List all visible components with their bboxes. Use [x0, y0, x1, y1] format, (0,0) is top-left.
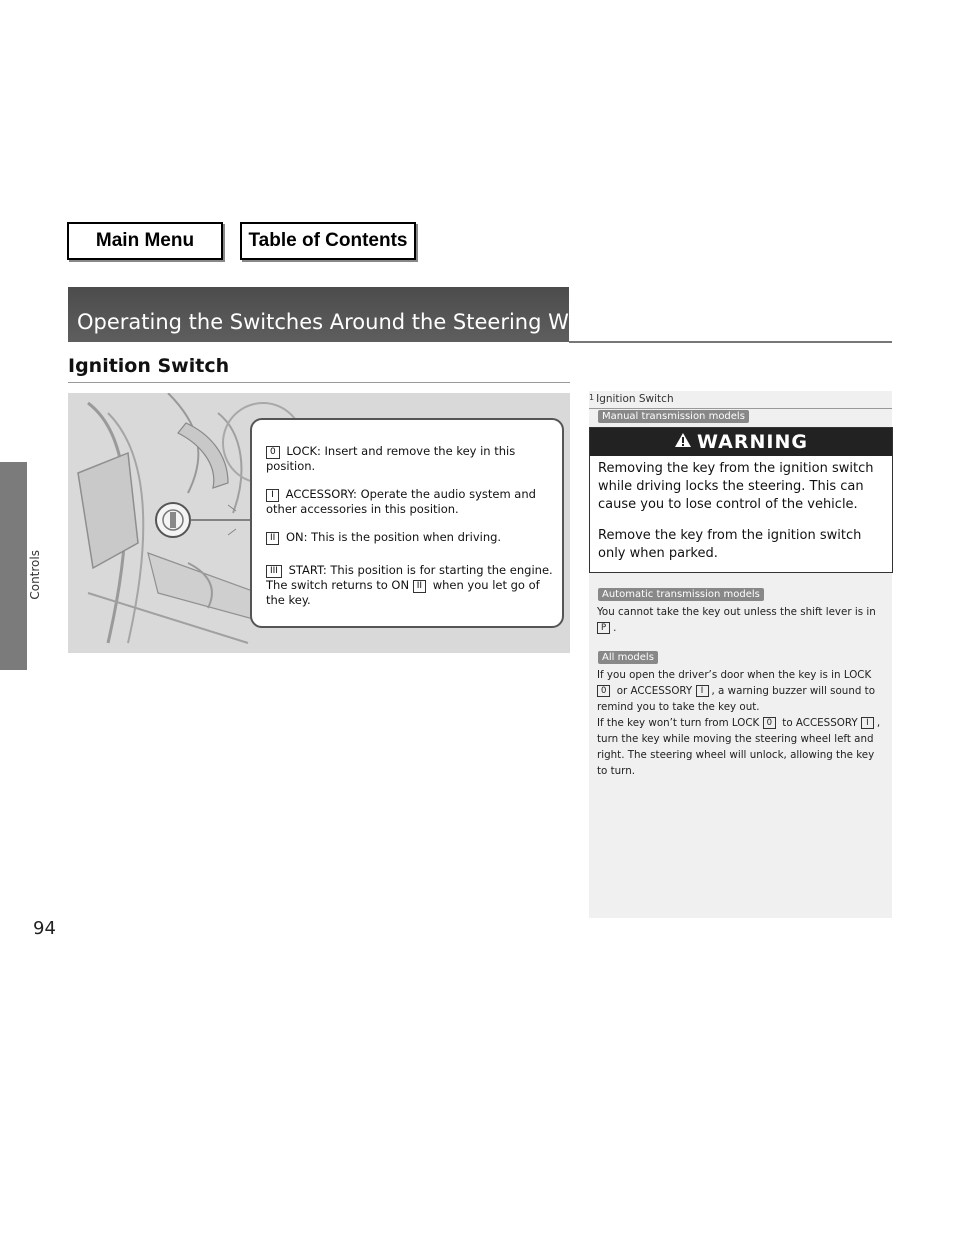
- lock-key-icon-sidebar-2: 0: [763, 717, 776, 729]
- section-rule: [569, 341, 892, 343]
- heading-rule: [68, 382, 570, 383]
- sidebar-title: [589, 393, 892, 408]
- warning-label: WARNING: [697, 431, 808, 453]
- lock-key-icon-sidebar: 0: [597, 685, 610, 697]
- all-models-note: [597, 667, 887, 779]
- accessory-key-icon: I: [266, 489, 279, 502]
- on-description: ON: This is the position when driving.: [285, 530, 502, 544]
- chapter-label: Controls: [28, 550, 42, 600]
- sidebar-title-text: Ignition Switch: [596, 393, 674, 405]
- tag-automatic-transmission: Automatic transmission models: [598, 588, 764, 601]
- tag-manual-transmission: Manual transmission models: [598, 410, 749, 423]
- sidebar-rule: [589, 408, 892, 409]
- warning-triangle-icon: [674, 431, 692, 453]
- lock-key-icon: 0: [266, 446, 280, 459]
- all-note-b: or ACCESSORY: [616, 685, 693, 697]
- tag-all-models: All models: [598, 651, 658, 664]
- warning-box: [589, 427, 893, 573]
- all-note-a: If you open the driver’s door when the key is in LOCK: [597, 669, 872, 681]
- position-accessory: [266, 487, 562, 516]
- accessory-key-icon-sidebar: I: [696, 685, 709, 697]
- all-note-f: , turn the key while moving the steering wheel left and right. The steering wheel will unlock, allowing the key to turn.: [597, 717, 881, 777]
- start-description: START: This position is for starting the engine. The switch returns to ON: [266, 563, 553, 592]
- ignition-positions-callout: [250, 418, 564, 628]
- main-menu-button[interactable]: Main Menu: [67, 222, 223, 260]
- chapter-tab: [0, 462, 27, 670]
- position-lock: [266, 444, 562, 473]
- warning-header: [590, 428, 892, 456]
- table-of-contents-button[interactable]: Table of Contents: [240, 222, 416, 260]
- on-key-icon: II: [266, 532, 279, 545]
- accessory-description: ACCESSORY: Operate the audio system and other accessories in this position.: [266, 487, 536, 516]
- automatic-note: [597, 604, 887, 636]
- on-key-icon-inline: II: [413, 580, 426, 593]
- accessory-key-icon-sidebar-2: I: [861, 717, 874, 729]
- all-note-c: , a warning buzzer will sound to remind you to take the key out.: [597, 685, 876, 713]
- start-description-end: when you let go of the key.: [266, 578, 540, 607]
- start-key-icon: III: [266, 565, 282, 578]
- position-on: [266, 530, 562, 545]
- lock-description: LOCK: Insert and remove the key in this position.: [266, 444, 516, 473]
- warning-paragraph-2: Remove the key from the ignition switch only when parked.: [598, 528, 862, 561]
- automatic-note-text: You cannot take the key out unless the shift lever is in: [597, 606, 876, 618]
- all-note-d: If the key won’t turn from LOCK: [597, 717, 760, 729]
- sidebar-notes: [589, 391, 892, 918]
- all-note-e: to ACCESSORY: [782, 717, 858, 729]
- position-start: [266, 563, 562, 607]
- automatic-note-end: .: [613, 622, 617, 634]
- reference-number: 1: [589, 393, 595, 402]
- page-heading: Ignition Switch: [68, 355, 230, 377]
- warning-paragraph-1: Removing the key from the ignition switch while driving locks the steering. This can cause you to lose control of the vehicle.: [598, 461, 874, 512]
- page-number: 94: [33, 918, 56, 939]
- section-title: Operating the Switches Around the Steering Wheel: [77, 310, 614, 334]
- park-key-icon: P: [597, 622, 610, 634]
